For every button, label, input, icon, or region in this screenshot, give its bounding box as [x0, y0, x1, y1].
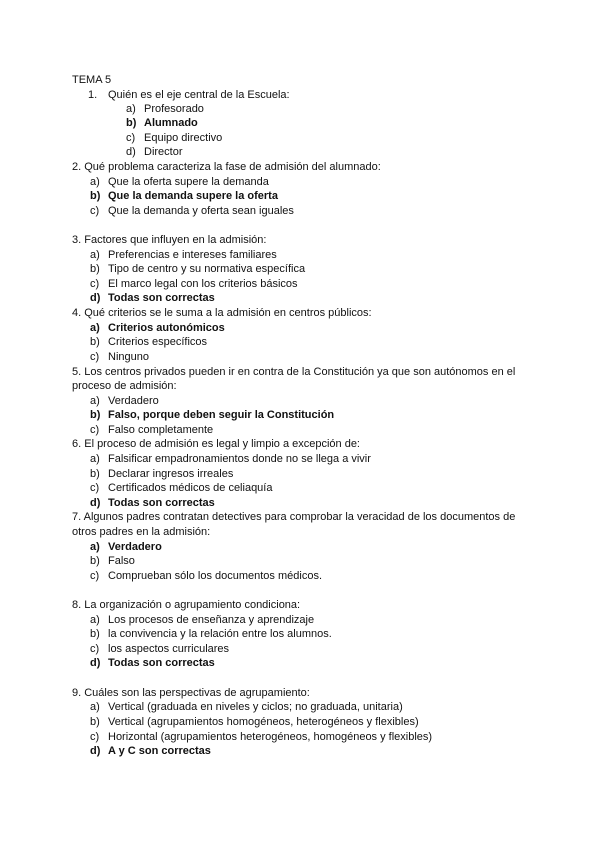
q7-option-b: Falso [108, 555, 135, 567]
q1-option-c-letter: c) [126, 132, 136, 144]
q6-option-a-letter: a) [90, 453, 100, 465]
q8-option-b-letter: b) [90, 628, 100, 640]
q6-option-a: Falsificar empadronamientos donde no se llega a vivir [108, 453, 371, 465]
q8-option-d-letter: d) [90, 657, 101, 669]
q6-option-c: Certificados médicos de celiaquía [108, 482, 273, 494]
q1-option-a: Profesorado [144, 103, 204, 115]
q3-text: 3. Factores que influyen en la admisión: [72, 234, 267, 246]
q5-option-b: Falso, porque deben seguir la Constitución [108, 409, 335, 421]
q9-option-a-letter: a) [90, 701, 100, 713]
q2-option-b: Que la demanda supere la oferta [108, 190, 278, 202]
q5-option-a: Verdadero [108, 395, 159, 407]
q7-text-line-2: otros padres en la admisión: [72, 526, 211, 538]
q8-option-c-letter: c) [90, 643, 100, 655]
q4-option-b: Criterios específicos [108, 336, 208, 348]
q1-text: Quién es el eje central de la Escuela: [108, 89, 290, 101]
q2-option-b-letter: b) [90, 190, 101, 202]
q7-option-a: Verdadero [108, 541, 162, 553]
q3-option-b-letter: b) [90, 263, 100, 275]
q1-number: 1. [88, 89, 98, 101]
q9-option-a: Vertical (graduada en niveles y ciclos; no graduada, unitaria) [108, 701, 403, 713]
q9-option-b: Vertical (agrupamientos homogéneos, heterogéneos y flexibles) [108, 716, 419, 728]
q5-option-c-letter: c) [90, 424, 100, 436]
q4-option-c-letter: c) [90, 351, 100, 363]
q1-option-c: Equipo directivo [144, 132, 223, 144]
q2-option-c-letter: c) [90, 205, 100, 217]
q6-text: 6. El proceso de admisión es legal y limpio a excepción de: [72, 438, 360, 450]
q3-option-a: Preferencias e intereses familiares [108, 249, 277, 261]
q7-option-b-letter: b) [90, 555, 100, 567]
q6-option-d-letter: d) [90, 497, 101, 509]
q3-option-d-letter: d) [90, 292, 101, 304]
q3-option-a-letter: a) [90, 249, 100, 261]
q8-option-a-letter: a) [90, 614, 100, 626]
q8-text: 8. La organización o agrupamiento condiciona: [72, 599, 301, 611]
q7-option-a-letter: a) [90, 541, 100, 553]
q6-option-d: Todas son correctas [108, 497, 215, 509]
q1-option-b: Alumnado [144, 117, 198, 129]
q7-option-c: Comprueban sólo los documentos médicos. [108, 570, 323, 582]
q9-option-d-letter: d) [90, 745, 101, 757]
q6-option-b: Declarar ingresos irreales [108, 468, 234, 480]
q4-text: 4. Qué criterios se le suma a la admisión en centros públicos: [72, 307, 372, 319]
q2-option-a: Que la oferta supere la demanda [108, 176, 269, 188]
q8-option-c: los aspectos curriculares [108, 643, 230, 655]
q1-option-a-letter: a) [126, 103, 136, 115]
q9-option-b-letter: b) [90, 716, 100, 728]
q7-text-line-1: 7. Algunos padres contratan detectives para comprobar la veracidad de los documentos de [72, 511, 516, 523]
q3-option-d: Todas son correctas [108, 292, 215, 304]
q3-option-c-letter: c) [90, 278, 100, 290]
q3-option-b: Tipo de centro y su normativa específica [108, 263, 306, 275]
q1-option-d: Director [144, 146, 183, 158]
q4-option-a: Criterios autonómicos [108, 322, 225, 334]
q1-option-d-letter: d) [126, 146, 136, 158]
q2-option-c: Que la demanda y oferta sean iguales [108, 205, 294, 217]
q5-text-line-1: 5. Los centros privados pueden ir en contra de la Constitución ya que son autónomos en el [72, 366, 516, 378]
q4-option-c: Ninguno [108, 351, 149, 363]
q3-option-c: El marco legal con los criterios básicos [108, 278, 298, 290]
q4-option-b-letter: b) [90, 336, 100, 348]
q9-option-d: A y C son correctas [108, 745, 211, 757]
q8-option-b: la convivencia y la relación entre los alumnos. [108, 628, 332, 640]
q9-option-c: Horizontal (agrupamientos heterogéneos, homogéneos y flexibles) [108, 731, 433, 743]
q5-option-c: Falso completamente [108, 424, 214, 436]
q2-option-a-letter: a) [90, 176, 100, 188]
page-title: TEMA 5 [72, 74, 112, 86]
q2-text: 2. Qué problema caracteriza la fase de admisión del alumnado: [72, 161, 381, 173]
q8-option-d: Todas son correctas [108, 657, 215, 669]
q6-option-b-letter: b) [90, 468, 100, 480]
q6-option-c-letter: c) [90, 482, 100, 494]
q4-option-a-letter: a) [90, 322, 100, 334]
q9-option-c-letter: c) [90, 731, 100, 743]
q5-text-line-2: proceso de admisión: [72, 380, 177, 392]
q1-option-b-letter: b) [126, 117, 137, 129]
q5-option-b-letter: b) [90, 409, 101, 421]
q7-option-c-letter: c) [90, 570, 100, 582]
q8-option-a: Los procesos de enseñanza y aprendizaje [108, 614, 315, 626]
q5-option-a-letter: a) [90, 395, 100, 407]
q9-text: 9. Cuáles son las perspectivas de agrupamiento: [72, 687, 310, 699]
